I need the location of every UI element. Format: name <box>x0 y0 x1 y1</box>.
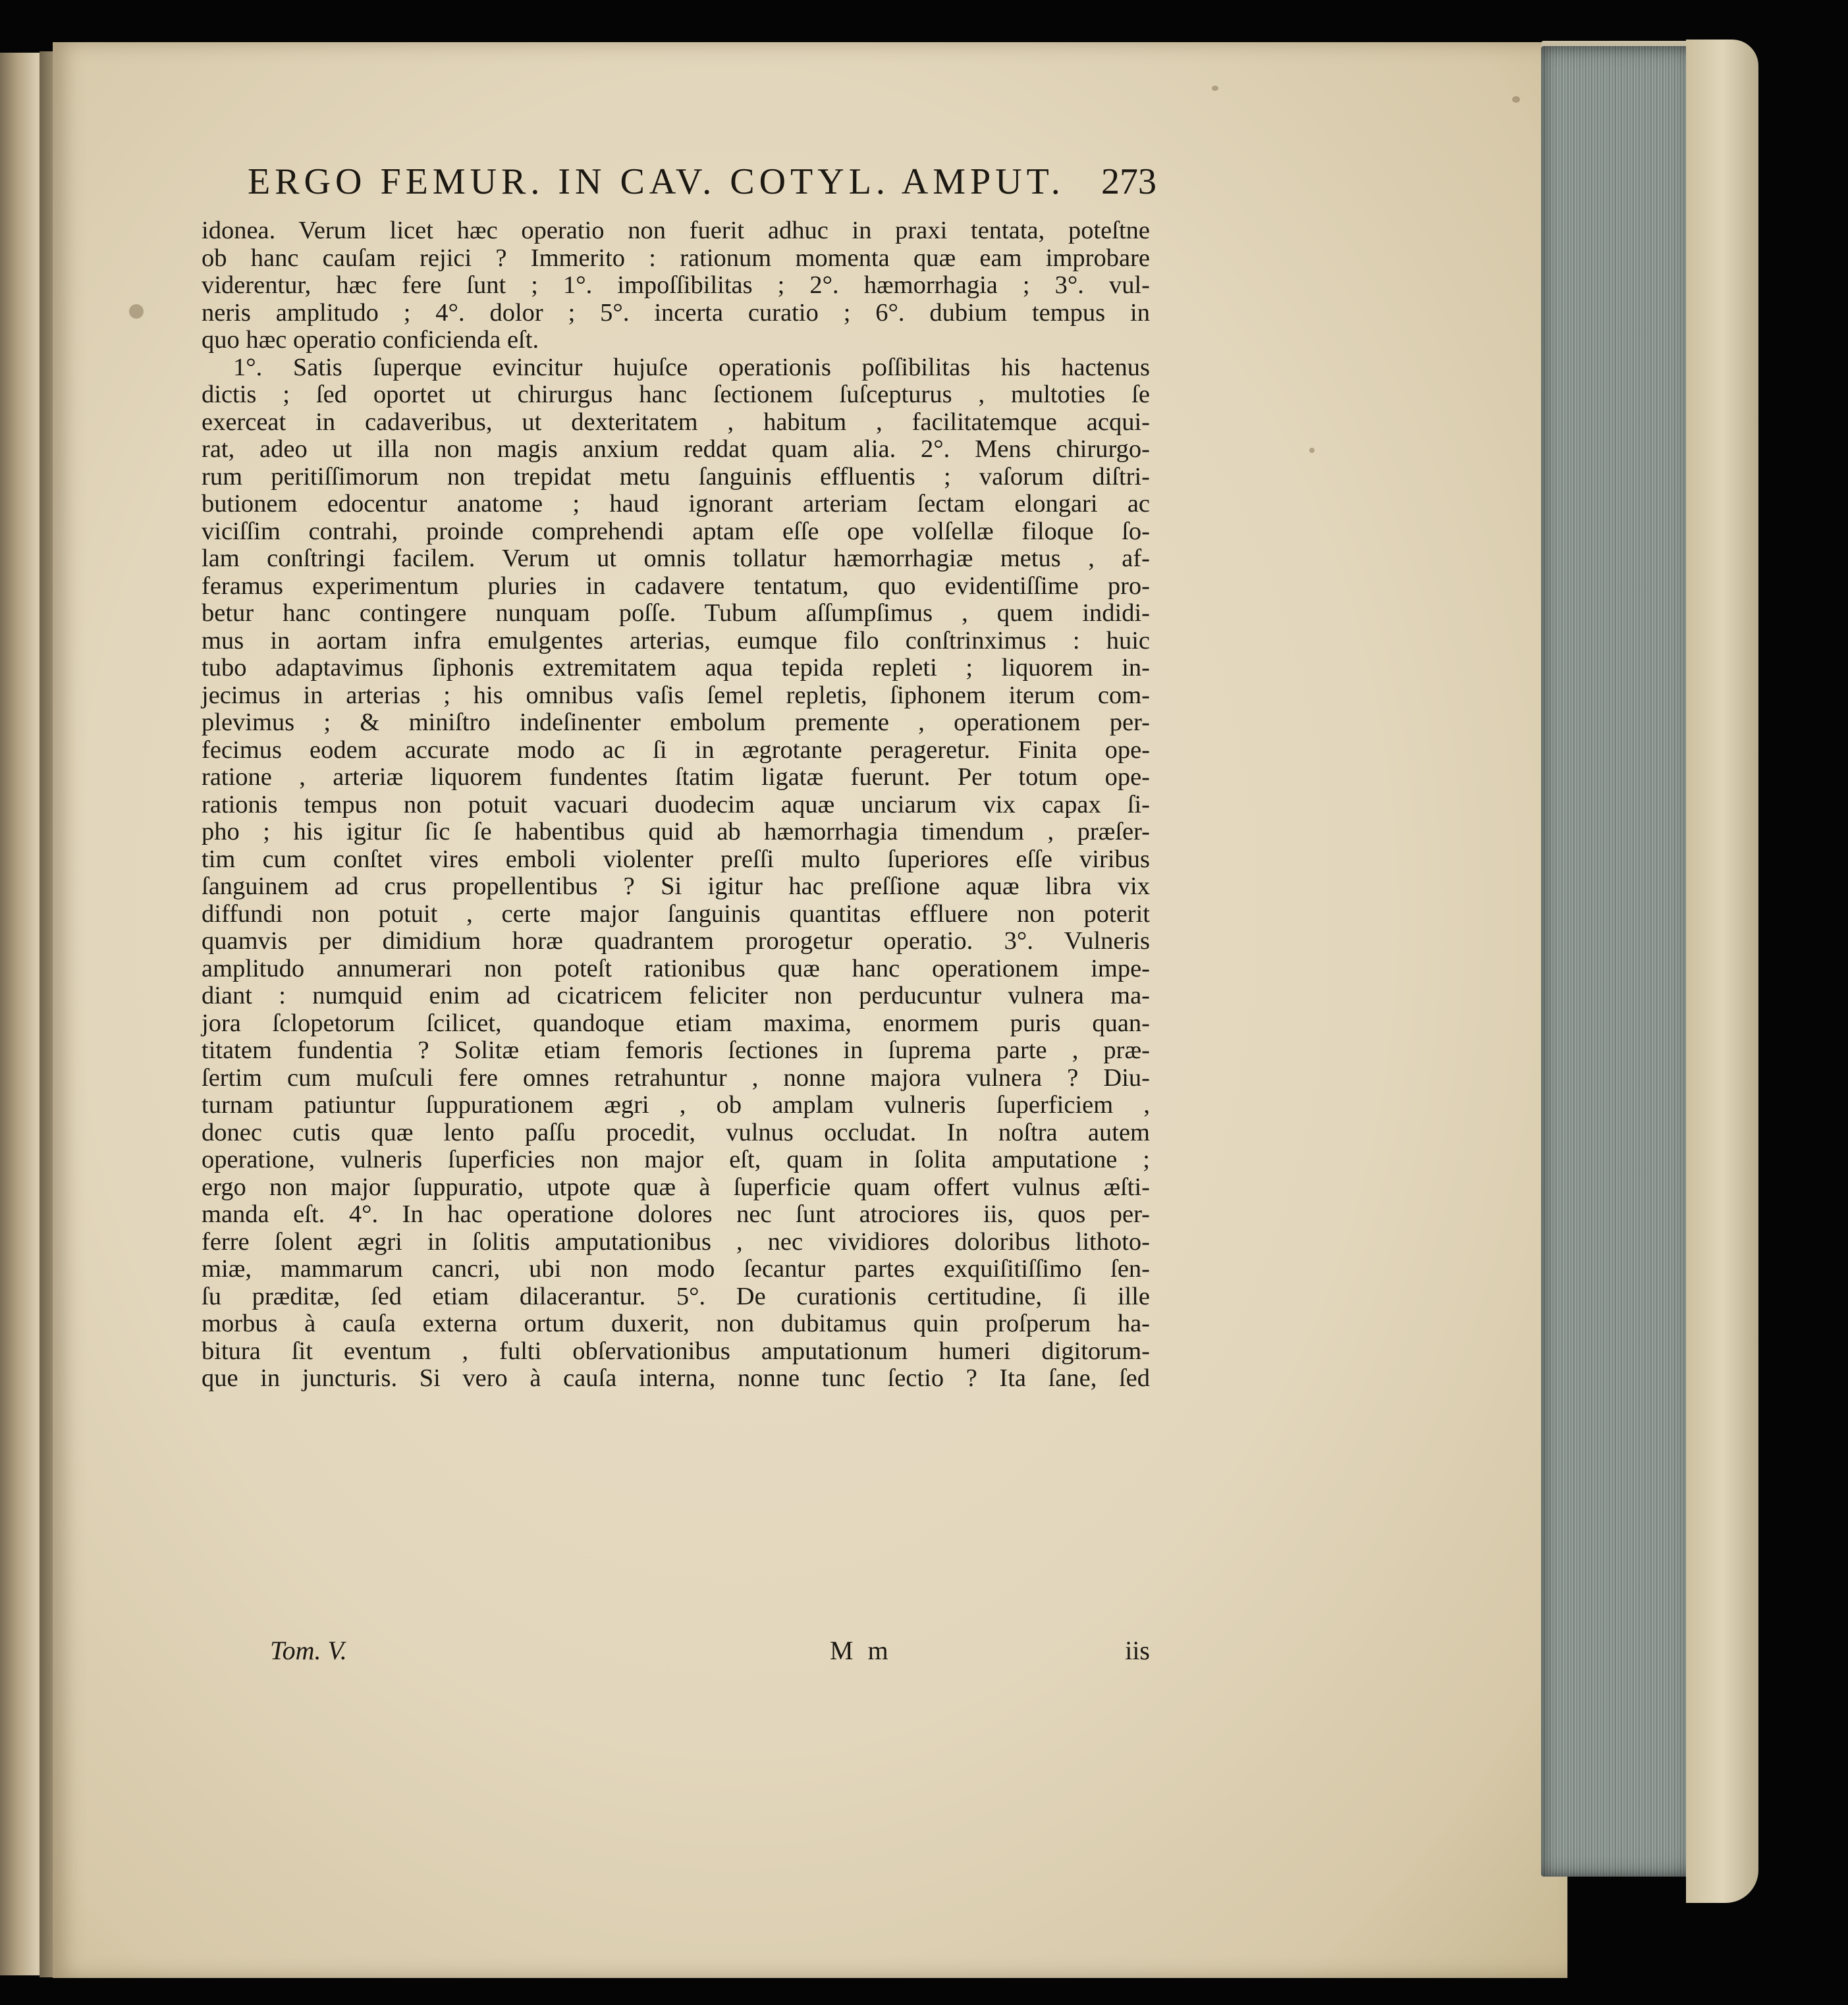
text-line: tim cum conſtet vires emboli violenter preſſi multo ſuperiores eſſe viribus <box>202 845 1150 873</box>
running-head-title: ERGO FEMUR. IN CAV. COTYL. AMPUT. <box>248 161 1065 202</box>
book-cover-edge <box>1686 40 1758 1903</box>
text-line: ſanguinem ad crus propellentibus ? Si igitur hac preſſione aquæ libra vix <box>202 872 1150 900</box>
text-line: exerceat in cadaveribus, ut dexteritatem , habitum , facilitatemque acqui- <box>202 408 1150 436</box>
text-line: miæ, mammarum cancri, ubi non modo ſecantur partes exquiſitiſſimo ſen- <box>202 1255 1150 1283</box>
text-line: rat, adeo ut illa non magis anxium reddat quam alia. 2°. Mens chirurgo- <box>202 435 1150 463</box>
page-block-edges <box>1541 46 1706 1877</box>
text-line: ob hanc cauſam rejici ? Immerito : rationum momenta quæ eam improbare <box>202 244 1150 272</box>
paper-speck <box>1309 448 1315 453</box>
signature-mark: M m <box>830 1636 892 1665</box>
text-line: ferre ſolent ægri in ſolitis amputationibus , nec vividiores doloribus lithoto- <box>202 1227 1150 1256</box>
text-line: quo hæc operatio conficienda eſt. <box>202 326 539 354</box>
text-line: viderentur, hæc fere ſunt ; 1°. impoſſibilitas ; 2°. hæmorrhagia ; 3°. vul- <box>202 271 1150 299</box>
text-line: neris amplitudo ; 4°. dolor ; 5°. incerta curatio ; 6°. dubium tempus in <box>202 298 1150 327</box>
text-line: quamvis per dimidium horæ quadrantem prorogetur operatio. 3°. Vulneris <box>202 927 1150 955</box>
text-line: turnam patiuntur ſuppurationem ægri , ob amplam vulneris ſuperficiem , <box>202 1091 1150 1119</box>
text-line: que in juncturis. Si vero à cauſa interna, nonne tunc ſectio ? Ita ſane, ſed <box>202 1364 1150 1392</box>
text-line: ſu præditæ, ſed etiam dilacerantur. 5°. De curationis certitudine, ſi ille <box>202 1282 1150 1310</box>
text-line: feramus experimentum pluries in cadavere tentatum, quo evidentiſſime pro- <box>202 572 1150 600</box>
text-line: jecimus in arterias ; his omnibus vaſis ſemel repletis, ſiphonem iterum com- <box>202 681 1150 709</box>
text-line: mus in aortam infra emulgentes arterias, eumque filo conſtrinximus : huic <box>202 626 1150 655</box>
text-line: operatione, vulneris ſuperficies non major eſt, quam in ſolita amputatione ; <box>202 1146 1150 1173</box>
text-line: butionem edocentur anatome ; haud ignorant arteriam ſectam elongari ac <box>202 490 1150 518</box>
paper-speck <box>129 304 144 319</box>
text-line: amplitudo annumerari non poteſt rationibus quæ hanc operationem impe- <box>202 954 1150 982</box>
text-line: ſertim cum muſculi fere omnes retrahuntur , nonne majora vulnera ? Diu- <box>202 1063 1150 1092</box>
paper-speck <box>1212 86 1218 91</box>
text-line: titatem fundentia ? Solitæ etiam femoris ſectiones in ſuprema parte , præ- <box>202 1036 1150 1064</box>
text-line: donec cutis quæ lento paſſu procedit, vulnus occludat. In noſtra autem <box>202 1118 1150 1146</box>
text-line: betur hanc contingere nunquam poſſe. Tubum aſſumpſimus , quem indidi- <box>202 599 1150 627</box>
text-line: ergo non major ſuppuratio, utpote quæ à ſuperficie quam offert vulnus æſti- <box>202 1173 1150 1201</box>
text-line: manda eſt. 4°. In hac operatione dolores nec ſunt atrociores iis, quos per- <box>202 1200 1150 1228</box>
body-text <box>202 217 1150 1393</box>
text-line: tubo adaptavimus ſiphonis extremitatem aqua tepida repleti ; liquorem in- <box>202 654 1150 682</box>
text-line: diffundi non potuit , certe major ſanguinis quantitas effluere non poterit <box>202 899 1150 928</box>
page-number: 273 <box>1101 161 1156 202</box>
text-line: pho ; his igitur ſic ſe habentibus quid ab hæmorrhagia timendum , præſer- <box>202 818 1150 845</box>
text-line: plevimus ; & miniſtro indeſinenter embolum premente , operationem per- <box>202 708 1150 736</box>
text-line: fecimus eodem accurate modo ac ſi in ægrotante perageretur. Finita ope- <box>202 735 1150 764</box>
text-line: jora ſclopetorum ſcilicet, quandoque etiam maxima, enormem puris quan- <box>202 1009 1150 1037</box>
text-line: bitura ſit eventum , fulti obſervationibus amputationum humeri digitorum- <box>202 1337 1150 1365</box>
text-line: rationis tempus non potuit vacuari duodecim aquæ unciarum vix capax ſi- <box>202 790 1150 818</box>
volume-label: Tom. V. <box>270 1636 347 1665</box>
running-header <box>248 161 1156 213</box>
text-line: viciſſim contrahi, proinde comprehendi aptam eſſe ope volſellæ filoque ſo- <box>202 517 1150 545</box>
catchword: iis <box>1125 1636 1150 1665</box>
page-footer <box>202 1635 1150 1668</box>
text-line: lam conſtringi facilem. Verum ut omnis tollatur hæmorrhagiæ metus , af- <box>202 545 1150 572</box>
text-line: idonea. Verum licet hæc operatio non fuerit adhuc in praxi tentata, poteſtne <box>202 217 1150 244</box>
paper-speck <box>1512 96 1520 103</box>
text-line: diant : numquid enim ad cicatricem feliciter non perducuntur vulnera ma- <box>202 982 1150 1009</box>
text-line: dictis ; ſed oportet ut chirurgus hanc ſectionem ſuſcepturus , multoties ſe <box>202 381 1150 408</box>
text-line: rum peritiſſimorum non trepidat metu ſanguinis effluentis ; vaſorum diſtri- <box>202 462 1150 491</box>
text-line: ratione , arteriæ liquorem fundentes ſtatim ligatæ fuerunt. Per totum ope- <box>202 763 1150 791</box>
text-line: 1°. Satis ſuperque evincitur hujuſce operationis poſſibilitas his hactenus <box>233 353 1150 381</box>
text-line: morbus à cauſa externa ortum duxerit, non dubitamus quin proſperum ha- <box>202 1310 1150 1337</box>
